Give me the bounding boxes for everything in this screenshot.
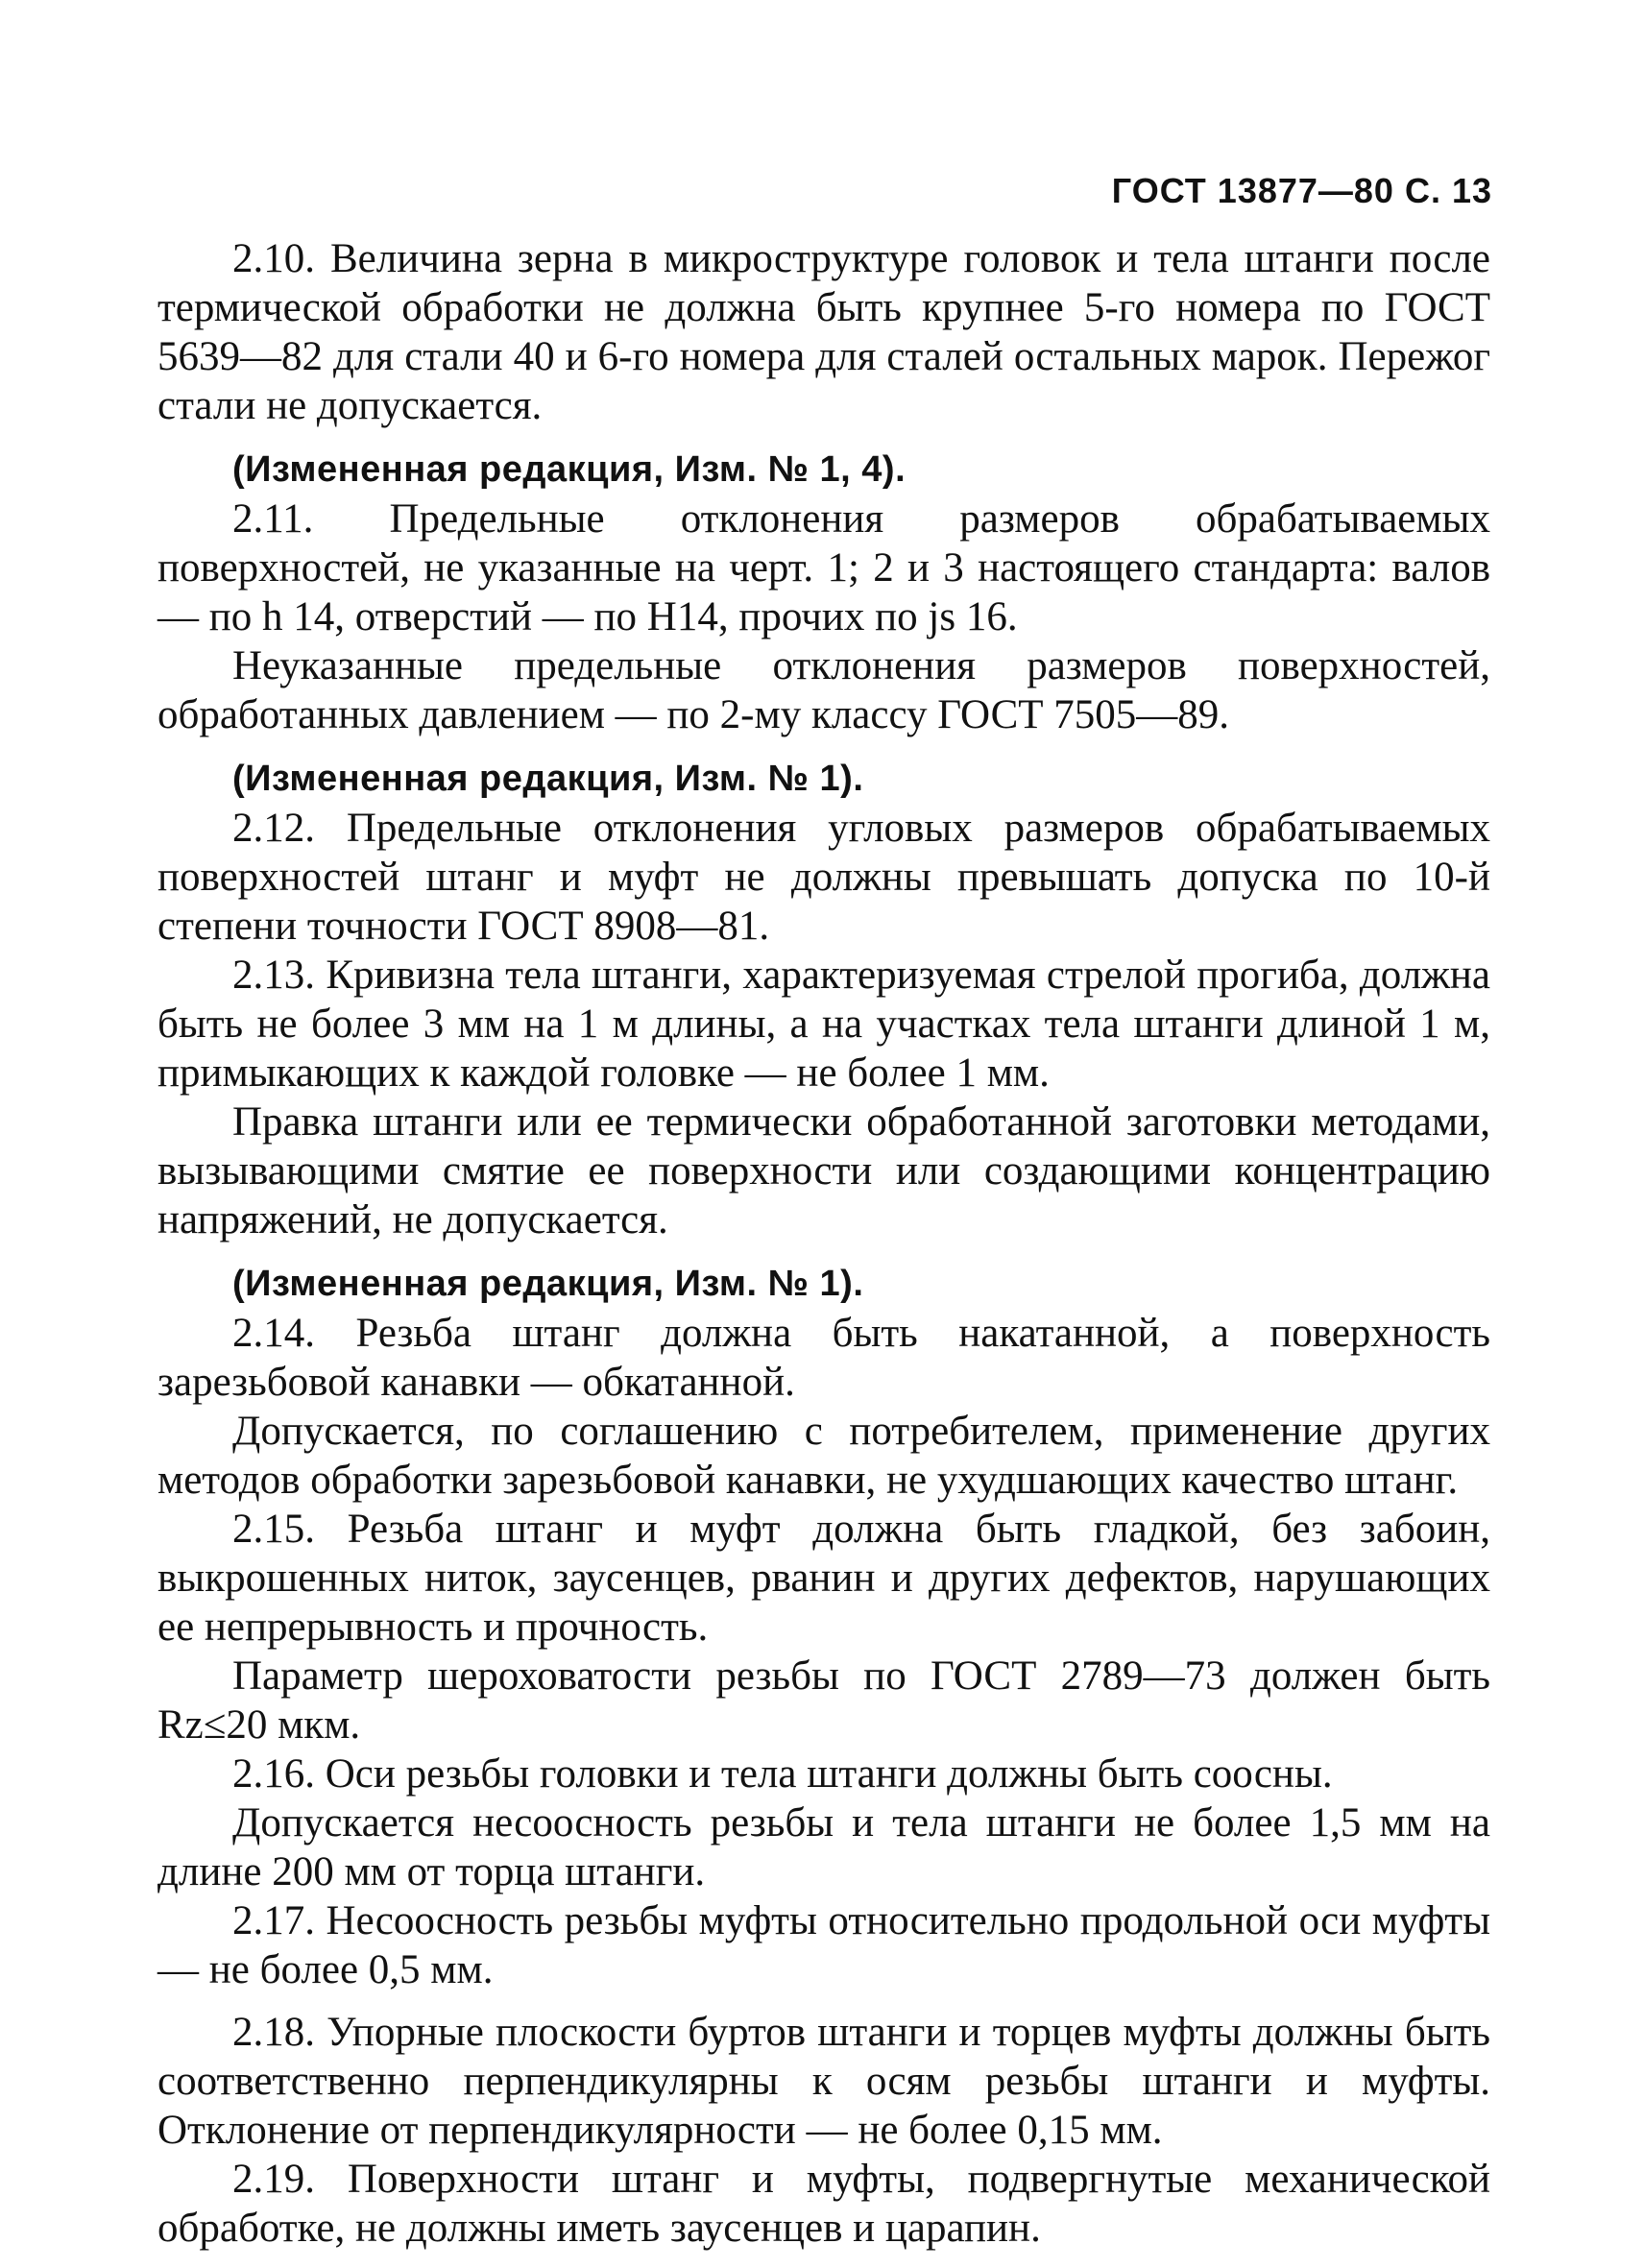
- paragraph-2-17: 2.17. Несоосность резьбы муфты относительно продольной оси муфты — не более 0,5 мм.: [157, 1898, 1490, 1992]
- paragraph-2-14-continued: Допускается, по соглашению с потребителем, применение других методов обработки зарезьбовой канавки, не ухудшающих качество штанг.: [157, 1409, 1490, 1503]
- paragraph-2-19: 2.19. Поверхности штанг и муфты, подвергнутые механической обработке, не должны иметь заусенцев и царапин.: [157, 2157, 1490, 2251]
- paragraph-2-15-continued: Параметр шероховатости резьбы по ГОСТ 2789—73 должен быть Rz≤20 мкм.: [157, 1653, 1490, 1748]
- paragraph-2-10: 2.10. Величина зерна в микроструктуре головок и тела штанги после термической обработки не должна быть крупнее 5-го номера по ГОСТ 5639—82 для стали 40 и 6-го номера для сталей остальных марок. Пережог стали не допускается.: [157, 236, 1490, 428]
- amendment-note: (Измененная редакция, Изм. № 1).: [232, 759, 864, 799]
- document-body: [157, 234, 1490, 2253]
- paragraph-2-11: 2.11. Предельные отклонения размеров обрабатываемых поверхностей, не указанные на черт. 1; 2 и 3 настоящего стандарта: валов — по h 14, отверстий — по H14, прочих по js 16.: [157, 496, 1490, 639]
- paragraph-2-13: 2.13. Кривизна тела штанги, характеризуемая стрелой прогиба, должна быть не более 3 мм на 1 м длины, а на участках тела штанги длиной 1 м, примыкающих к каждой головке — не более 1 мм.: [157, 953, 1490, 1096]
- paragraph-2-11-continued: Неуказанные предельные отклонения размеров поверхностей, обработанных давлением — по 2-му классу ГОСТ 7505—89.: [157, 643, 1490, 737]
- amendment-note: (Измененная редакция, Изм. № 1).: [232, 1264, 864, 1304]
- paragraph-2-15: 2.15. Резьба штанг и муфт должна быть гладкой, без забоин, выкрошенных ниток, заусенцев, рванин и других дефектов, нарушающих ее непрерывность и прочность.: [157, 1507, 1490, 1650]
- paragraph-2-18: 2.18. Упорные плоскости буртов штанги и торцев муфты должны быть соответственно перпендикулярны к осям резьбы штанги и муфты. Отклонение от перпендикулярности — не более 0,15 мм.: [157, 2010, 1490, 2153]
- amendment-note: (Измененная редакция, Изм. № 1, 4).: [232, 449, 907, 490]
- paragraph-2-12: 2.12. Предельные отклонения угловых размеров обрабатываемых поверхностей штанг и муфт не должны превышать допуска по 10-й степени точности ГОСТ 8908—81.: [157, 806, 1490, 949]
- paragraph-2-16: 2.16. Оси резьбы головки и тела штанги должны быть соосны.: [232, 1751, 1333, 1797]
- page-header: ГОСТ 13877—80 С. 13: [1111, 171, 1492, 210]
- paragraph-2-16-continued: Допускается несоосность резьбы и тела штанги не более 1,5 мм на длине 200 мм от торца штанги.: [157, 1800, 1490, 1894]
- paragraph-2-14: 2.14. Резьба штанг должна быть накатанной, а поверхность зарезьбовой канавки — обкатанной.: [157, 1311, 1490, 1405]
- paragraph-2-13-continued: Правка штанги или ее термически обработанной заготовки методами, вызывающими смятие ее поверхности или создающими концентрацию напряжений, не допускается.: [157, 1099, 1490, 1243]
